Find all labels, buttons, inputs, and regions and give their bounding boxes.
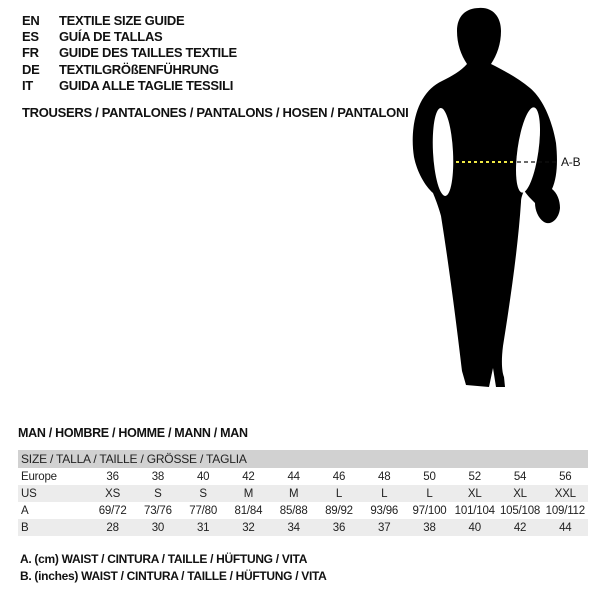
table-cell: 34 (287, 521, 300, 534)
table-row-label: B (21, 521, 29, 534)
measure-label: A-B (561, 155, 581, 169)
table-row-label: Europe (21, 470, 57, 483)
table-cell: 36 (332, 521, 346, 534)
table-cell: M (243, 487, 254, 500)
notes-block (20, 551, 327, 584)
language-code: FR (22, 45, 39, 61)
language-list (22, 13, 237, 94)
table-cell: 28 (106, 521, 119, 534)
table-cell: 54 (513, 470, 527, 483)
table-cell: 31 (196, 521, 210, 534)
table-cell: 46 (332, 470, 346, 483)
table-row (18, 519, 588, 536)
table-cell: 32 (242, 521, 255, 534)
table-cell: L (426, 487, 433, 500)
table-cell: 42 (242, 470, 255, 483)
table-cell: 40 (468, 521, 481, 534)
size-table-header: SIZE / TALLA / TAILLE / GRÖSSE / TAGLIA (18, 450, 588, 468)
table-cell: XXL (554, 487, 576, 500)
table-cell: 77/80 (189, 504, 218, 517)
table-row-label: A (21, 504, 29, 517)
table-cell: 42 (513, 521, 527, 534)
language-label: GUIDE DES TAILLES TEXTILE (59, 45, 237, 61)
language-code: IT (22, 77, 33, 93)
garment-heading: TROUSERS / PANTALONES / PANTALONS / HOSEN / PANTALONI (22, 105, 409, 120)
table-cell: 44 (287, 470, 300, 483)
language-label: TEXTILE SIZE GUIDE (59, 13, 185, 28)
table-cell: 109/112 (545, 504, 585, 517)
table-cell: 36 (106, 470, 119, 483)
table-cell: 85/88 (279, 504, 308, 517)
table-cell: 97/100 (412, 504, 447, 517)
table-cell: S (199, 487, 207, 500)
table-cell: 69/72 (98, 504, 127, 517)
table-cell: 38 (151, 470, 165, 483)
size-table-body (18, 468, 588, 536)
language-code: DE (22, 61, 40, 77)
language-row (22, 29, 237, 45)
table-cell: 93/96 (370, 504, 399, 517)
table-cell: 50 (423, 470, 436, 483)
table-cell: L (381, 487, 388, 500)
language-label: TEXTILGRÖßENFÜHRUNG (59, 61, 219, 77)
table-cell: 48 (378, 470, 391, 483)
table-cell: 37 (378, 521, 391, 534)
table-cell: 73/76 (144, 504, 172, 517)
table-cell: XL (513, 487, 527, 500)
table-row (18, 468, 588, 485)
language-row (22, 45, 237, 61)
table-row (18, 485, 588, 502)
table-cell: XS (105, 487, 121, 500)
table-cell: 30 (151, 521, 165, 534)
man-silhouette-figure (400, 0, 600, 400)
note-b: B. (inches) WAIST / CINTURA / TAILLE / HÜFTUNG / VITA (20, 568, 327, 583)
language-code: EN (22, 13, 40, 28)
table-cell: M (289, 487, 299, 500)
language-row (22, 62, 237, 78)
table-cell: 38 (423, 521, 436, 534)
language-row (22, 13, 237, 29)
table-cell: 40 (196, 470, 210, 483)
table-cell: 105/108 (499, 504, 541, 517)
table-row-label: US (21, 487, 37, 500)
note-a: A. (cm) WAIST / CINTURA / TAILLE / HÜFTUNG / VITA (20, 552, 308, 566)
language-label: GUIDA ALLE TAGLIE TESSILI (59, 77, 234, 93)
table-cell: XL (467, 487, 482, 500)
size-table (18, 450, 588, 536)
table-cell: 56 (559, 470, 572, 483)
section-heading: MAN / HOMBRE / HOMME / MANN / MAN (18, 426, 248, 440)
table-cell: 81/84 (234, 504, 263, 517)
language-code: ES (22, 29, 39, 45)
language-row (22, 78, 237, 94)
table-row (18, 502, 588, 519)
man-silhouette-icon (400, 0, 600, 400)
table-cell: L (335, 487, 343, 500)
table-cell: 44 (559, 521, 572, 534)
language-label: GUÍA DE TALLAS (59, 29, 163, 45)
table-cell: 52 (468, 470, 481, 483)
table-cell: S (154, 487, 162, 500)
table-cell: 89/92 (325, 504, 353, 517)
table-cell: 101/104 (454, 504, 495, 517)
